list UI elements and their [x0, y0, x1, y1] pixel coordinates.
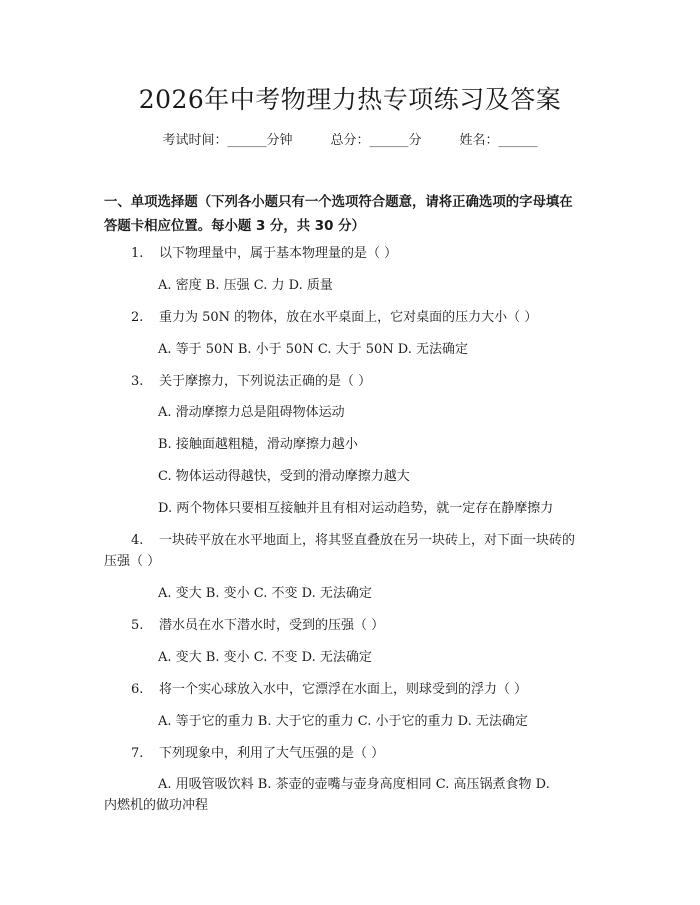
question-2	[131, 308, 537, 328]
question-number: 2.	[131, 310, 144, 325]
question-5	[131, 616, 384, 636]
question-option: B. 接触面越粗糙，滑动摩擦力越小	[158, 437, 358, 452]
question-option: C. 物体运动得越快，受到的滑动摩擦力越大	[158, 469, 410, 484]
question-number: 1.	[131, 246, 144, 261]
question-number: 4.	[131, 533, 144, 548]
student-name-field: 姓名：______	[459, 133, 538, 148]
question-number: 7.	[131, 746, 144, 761]
question-options: A. 密度 B. 压强 C. 力 D. 质量	[158, 278, 333, 293]
question-text: 潜水员在水下潜水时，受到的压强（ ）	[159, 618, 385, 633]
question-number: 6.	[131, 682, 144, 697]
question-text: 以下物理量中，属于基本物理量的是（ ）	[159, 246, 398, 261]
question-option: A. 滑动摩擦力总是阻碍物体运动	[158, 405, 345, 420]
question-text: 关于摩擦力，下列说法正确的是（ ）	[159, 374, 372, 389]
question-number: 5.	[131, 618, 144, 633]
question-options: A. 变大 B. 变小 C. 不变 D. 无法确定	[158, 586, 372, 601]
question-text: 一块砖平放在水平地面上，将其竖直叠放在另一块砖上，对下面一块砖的	[159, 533, 576, 548]
question-4	[131, 531, 575, 551]
question-6	[131, 680, 527, 700]
page-title: 2026年中考物理力热专项练习及答案	[138, 85, 562, 114]
exam-time-field: 考试时间：______分钟	[162, 133, 293, 148]
exam-info-line	[0, 131, 700, 151]
section-heading	[104, 191, 604, 239]
question-3	[131, 372, 371, 392]
question-options: A. 用吸管吸饮料 B. 茶壶的壶嘴与壶身高度相同 C. 高压锅煮食物 D.	[158, 777, 550, 792]
question-number: 3.	[131, 374, 144, 389]
question-options: A. 变大 B. 变小 C. 不变 D. 无法确定	[158, 650, 372, 665]
question-options-continued: 内燃机的做功冲程	[104, 798, 209, 813]
question-option: D. 两个物体只要相互接触并且有相对运动趋势，就一定存在静摩擦力	[158, 501, 554, 516]
question-text-continued: 压强（ ）	[104, 554, 161, 569]
question-text: 下列现象中，利用了大气压强的是（ ）	[159, 746, 385, 761]
section-heading-line: 一、单项选择题（下列各小题只有一个选项符合题意，请将正确选项的字母填在	[104, 195, 573, 210]
total-score-field: 总分：______分	[330, 133, 422, 148]
question-options: A. 等于 50N B. 小于 50N C. 大于 50N D. 无法确定	[158, 342, 468, 357]
question-7	[131, 744, 384, 764]
question-text: 将一个实心球放入水中，它漂浮在水面上，则球受到的浮力（ ）	[159, 682, 528, 697]
question-1	[131, 244, 397, 264]
question-text: 重力为 50N 的物体，放在水平桌面上，它对桌面的压力大小（ ）	[159, 310, 538, 325]
section-heading-line: 答题卡相应位置。每小题 3 分，共 30 分）	[104, 219, 365, 234]
question-options: A. 等于它的重力 B. 大于它的重力 C. 小于它的重力 D. 无法确定	[158, 714, 528, 729]
